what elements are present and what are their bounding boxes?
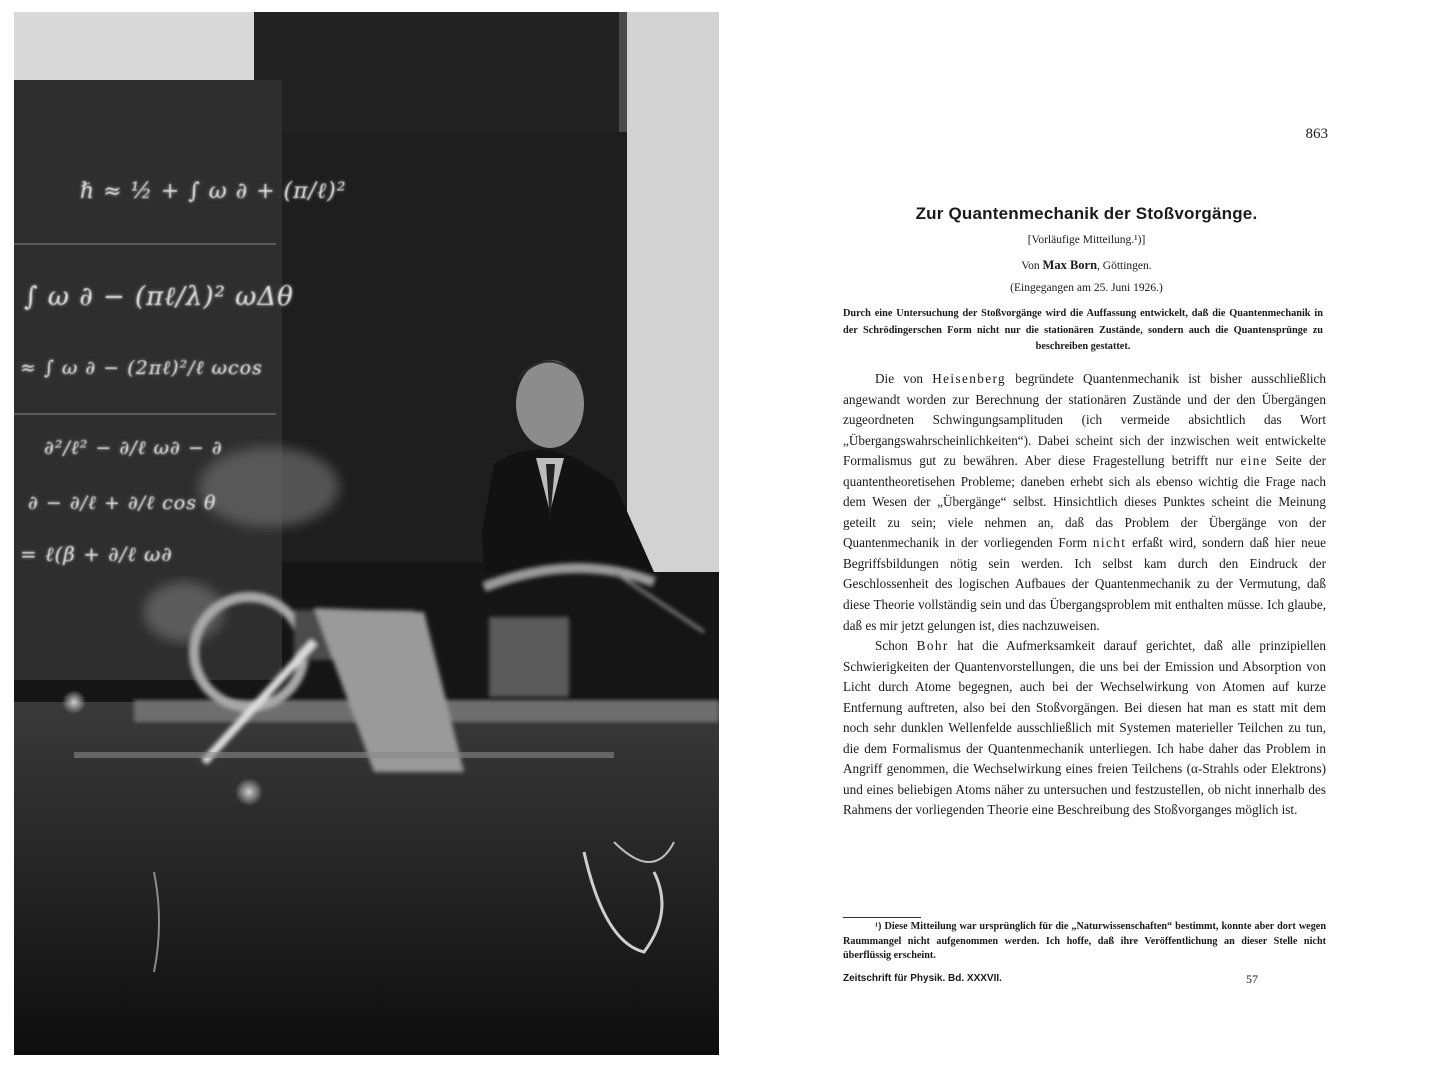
preliminary-note: [Vorläufige Mitteilung.¹)] (1027, 234, 1146, 246)
photo-scene (14, 12, 719, 1055)
abstract: Durch eine Untersuchung der Stoßvorgänge wird die Auffassung entwickelt, daß die Quantenmechanik in der Schrödingerschen Form nicht nur die stationären Zustände, sondern auch die Quantensprünge zu beschreiben gestattet. (843, 308, 1323, 352)
name-bohr: Bohr (916, 638, 949, 654)
footnote-text: ¹) Diese Mitteilung war ursprünglich für die „Naturwissenschaften“ bestimmt, konnte aber dort wegen Raummangel nicht aufgenommen werden. Ich hoffe, daß ihre Veröffentlichung an dieser Stelle nicht überflüssig erscheint. (843, 921, 1326, 961)
emphasis-eine: eine (1240, 453, 1269, 469)
name-heisenberg: Heisenberg (932, 371, 1007, 386)
footnote (843, 920, 1326, 964)
journal-reference: Zeitschrift für Physik. Bd. XXXVII. (843, 973, 1002, 984)
page-number: 863 (1305, 126, 1328, 142)
bulb-glint (235, 778, 263, 806)
upper-board (254, 12, 634, 134)
text-run: hat die Aufmerksamkeit darauf gerichtet, daß alle prinzipiellen Schwierigkeiten der Quantenvorstellungen, die uns bei der Emission und Absorption von Licht durch Atome begegnen, auch bei der Wechselwirkung von Atomen auf kurze Entfernung auftreten, also bei den Stoßvorgängen. Bei diesen hat man es statt mit dem noch sehr dunklen Wellenfelde ausschließlich mit Systemen materieller Teilchen zu tun, die dem Formalismus der Quantenmechanik unterliegen. Ich habe daher das Problem in Angriff genommen, die Wechselwirkung eines freien Teilchens (α-Strahls oder Elektrons) und eines beliebigen Atoms näher zu untersuchen und festzustellen, ob nicht innerhalb des Rahmens der vorliegenden Theorie eine Beschreibung des Stoßvorganges möglich ist. (843, 638, 1326, 818)
text-run: begründete Quantenmechanik ist bisher ausschließlich angewandt worden zur Berechnung der stationären Zustände und der den Übergängen zugeordneten Schwingungsamplituden (ich vermeide absichtlich das Wort „Übergangswahrscheinlichkeiten“). Dabei scheint sich der inzwischen weit entwickelte Formalismus gut zu bewähren. Aber diese Fragestellung betrifft nur (843, 371, 1326, 469)
chalk-equation-line: ∂ − ∂/ℓ + ∂/ℓ cos θ (28, 492, 217, 514)
received-date: (Eingegangen am 25. Juni 1926.) (1010, 282, 1163, 294)
sheet-number: 57 (1246, 972, 1258, 986)
lecture-photograph (14, 12, 719, 1055)
blackboard (14, 80, 282, 680)
paragraph (843, 636, 1326, 821)
author-line (731, 258, 1442, 273)
article-page (731, 12, 1442, 1055)
author-prefix: Von (1021, 260, 1040, 272)
text-run: Die von (875, 371, 933, 386)
author-place: , Göttingen. (1097, 260, 1152, 272)
chalk-equation-line: ∂²/ℓ² − ∂/ℓ ω∂ − ∂ (44, 437, 223, 459)
text-run: Schon (875, 638, 917, 654)
article-title: Zur Quantenmechanik der Stoßvorgänge. (915, 204, 1258, 223)
chalk-equation-line: ≈ ∫ ω ∂ − (2πℓ)²/ℓ ωcos (20, 357, 263, 379)
article-body (843, 369, 1326, 821)
text-run: erfaßt wird, sondern daß hier neue Begriffsbildungen nötig sein werden. Ich selbst kam durch den Eindruck der Geschlossenheit des logischen Aufbaues der Quantenmechanik zu der Vermutung, daß diese Theorie vollständig sein und das Übergangsproblem mit enthalten müsse. Ich glaube, daß es mir jetzt gelungen ist, dies nachzuweisen. (843, 535, 1327, 633)
paragraph (843, 369, 1326, 636)
text-run: Seite der quantentheoretisehen Probleme; daneben erhebt sich als ebenso wichtig die Frage nach dem Wesen der „Übergänge“ selbst. Hinsichtlich dieses Punktes scheint die Meinung geteilt zu sein; viele nehmen an, daß das Problem der Übergänge von der Quantenmechanik in der vorliegenden Form (843, 453, 1326, 551)
emphasis-nicht: nicht (1092, 535, 1127, 551)
footnote-rule (843, 917, 921, 918)
chalk-equation-line: ∫ ω ∂ − (πℓ/λ)² ωΔθ (24, 282, 294, 312)
author-name: Max Born (1042, 258, 1098, 272)
chalk-equation-line: ℏ ≈ ½ + ∫ ω ∂ + (π/ℓ)² (80, 179, 347, 204)
chalk-equation-line: = ℓ(β + ∂/ℓ ω∂ (20, 542, 173, 566)
right-wall (624, 12, 719, 572)
